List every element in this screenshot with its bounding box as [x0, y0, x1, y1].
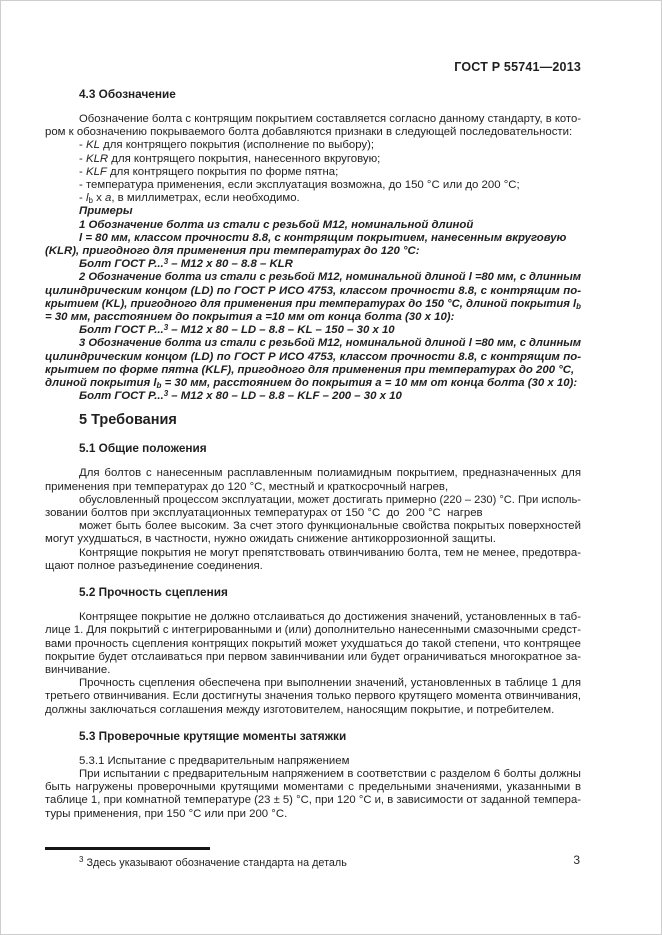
- text-line: Болт ГОСТ Р...$^3$ – М12 х 80 – LD – 8.8 – KLF – 200 – 30 х 10: [79, 388, 402, 403]
- text-line: цилиндрическим концом (LD) по ГОСТ Р ИСО 4753, классом прочности 8.8, с контрящим по-: [45, 350, 581, 363]
- text-line: лице 1. Для покрытий с интегрированными и (или) дополнительно нанесенными смазочными средст-: [45, 624, 581, 637]
- paragraph: [45, 611, 581, 717]
- page-number: 3: [573, 853, 580, 867]
- text-line: ром к обозначению покрываемого болта добавляются признаки в следующей последовательности:: [45, 126, 573, 139]
- text-line: может быть более высоким. За счет этого функциональные свойства покрытых поверхностей: [79, 520, 581, 533]
- text-line: Обозначение болта с контрящим покрытием составляется согласно данному стандарту, в кото-: [79, 113, 581, 125]
- text-line: Контрящее покрытие не должно отслаиваться до достижения значений, установленных в таб-: [79, 611, 581, 624]
- text-line: обусловленный процессом эксплуатации, может достигать примерно (220 – 230) °С. При исполь-: [79, 493, 581, 506]
- text-line: - KL для контрящего покрытия (исполнение по выбору);: [79, 139, 375, 152]
- section-heading: 5.1 Общие положения: [79, 441, 207, 456]
- document-blocks: [45, 88, 581, 821]
- text-line: покрытие будет отслаиваться при первом завинчивании или будет ограничиваться многократное за-: [45, 650, 581, 663]
- text-line: щают полное разъединение соединения.: [45, 559, 263, 572]
- section-heading: 5.2 Прочность сцепления: [79, 585, 228, 600]
- text-line: быть нагружены проверочными крутящими моментами с предельными значениями, указанными в: [45, 781, 581, 794]
- section-heading: 5 Требования: [79, 412, 177, 429]
- footnote: $^3$ Здесь указывают обозначение стандарта на деталь: [79, 855, 347, 869]
- text-line: 1 Обозначение болта из стали с резьбой М12, номинальной длиной: [79, 218, 474, 231]
- text-line: - KLR для контрящего покрытия, нанесенного вкруговую;: [79, 152, 381, 165]
- section-heading: 4.3 Обозначение: [79, 87, 176, 101]
- standard-number: ГОСТ Р 55741—2013: [454, 60, 581, 74]
- text-line: - KLF для контрящего покрытия по форме пятна;: [79, 165, 339, 178]
- text-line: цилиндрическим концом (LD) по ГОСТ Р ИСО 4753, классом прочности 8.8, с контрящим по-: [45, 284, 581, 297]
- text-line: Болт ГОСТ Р...$^3$ – М12 х 80 – 8.8 – KLR: [79, 256, 293, 271]
- text-line: должны заключаться соглашения между изготовителем, наносящим покрытие, и потребителем.: [45, 703, 555, 716]
- text-line: = 30 мм, расстоянием до покрытия а =10 мм от конца болта (30 х 10):: [45, 311, 455, 324]
- text-line: Примеры: [79, 205, 133, 218]
- text-line: третьего отвинчивания. Если достигнуты значения только первого крутящего момента отвинчивания,: [45, 690, 581, 703]
- text-line: могут ухудшаться, в частности, нужно ожидать снижение антикоррозионной защиты.: [45, 533, 496, 546]
- paragraph: [45, 113, 581, 205]
- text-line: l = 80 мм, классом прочности 8.8, с контрящим покрытием, нанесенным вкруговую: [79, 231, 567, 244]
- paragraph: [45, 755, 581, 821]
- text-line: - температура применения, если эксплуатация возможна, до 150 °С или до 200 °С;: [79, 179, 520, 192]
- section-heading: 5.3 Проверочные крутящие моменты затяжки: [79, 728, 347, 743]
- text-line: туры применения, при 150 °С или при 200 °С.: [45, 807, 288, 820]
- text-line: вами прочность сцепления контрящих покрытий может ухудшаться до такой степени, что контрящее: [45, 637, 581, 650]
- text-line: крытием по форме пятна (KLF), пригодного для применения при температурах до 200 °С,: [45, 363, 575, 376]
- text-line: 5.3.1 Испытание с предварительным напряжением: [79, 754, 350, 767]
- text-line: Болт ГОСТ Р...$^3$ – М12 х 80 – LD – 8.8 – KL – 150 – 30 х 10: [79, 322, 395, 337]
- footnote-rule: [45, 847, 210, 850]
- text-line: крытием (KL), пригодного для применения при температурах до 150 °С, длиной покрытия lb: [45, 297, 581, 311]
- text-line: длиной покрытия lb = 30 мм, расстоянием до покрытия а = 10 мм от конца болта (30 х 10):: [45, 377, 578, 391]
- text-line: Контрящие покрытия не могут препятствовать отвинчиванию болта, тем не менее, предотвра-: [79, 546, 581, 559]
- text-line: 2 Обозначение болта из стали с резьбой М12, номинальной длиной l =80 мм, с длинным: [79, 271, 581, 284]
- text-line: 3 Обозначение болта из стали с резьбой М12, номинальной длиной l =80 мм, с длинным: [79, 337, 581, 350]
- text-line: применения при температурах до 120 °С, местный и краткосрочный нагрев,: [45, 480, 449, 493]
- text-line: зовании болтов при эксплуатационных температурах от 150 °С до 200 °С нагрев: [45, 507, 483, 520]
- page-content: [45, 59, 581, 870]
- text-line: При испытании с предварительным напряжением в соответствии с разделом 6 болты должны: [79, 767, 581, 780]
- text-line: таблице 1, при комнатной температуре (23 ± 5) °С, при 120 °С и, в зависимости от заданной темпера-: [45, 794, 581, 807]
- text-line: винчивание.: [45, 663, 111, 676]
- text-line: (KLR), пригодного для применения при температурах до 120 °С:: [45, 245, 420, 258]
- paragraph: [45, 205, 581, 403]
- text-line: Для болтов с нанесенным расплавленным полиамидным покрытием, предназначенных для: [79, 467, 581, 480]
- text-line: - lb х а, в миллиметрах, если необходимо.: [79, 192, 300, 206]
- text-line: Прочность сцепления обеспечена при выполнении значений, установленных в таблице 1 для: [79, 677, 581, 690]
- paragraph: [45, 467, 581, 573]
